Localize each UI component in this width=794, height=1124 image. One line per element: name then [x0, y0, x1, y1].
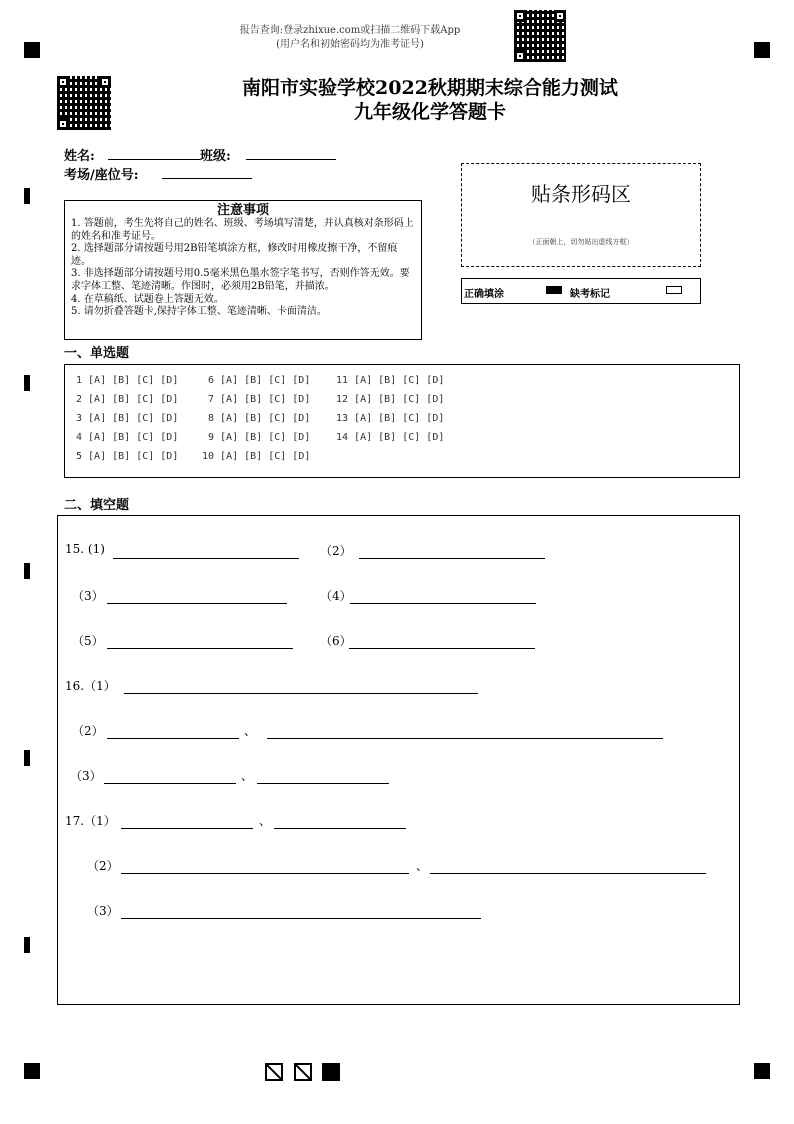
mcq-row[interactable]: 5 [A] [B] [C] [D]	[76, 451, 179, 462]
notice-item: 4. 在草稿纸、试题卷上答题无效。	[71, 293, 224, 305]
correct-fill-sample	[546, 286, 562, 294]
answer-blank[interactable]	[257, 783, 389, 784]
answer-blank[interactable]	[107, 648, 293, 649]
answer-blank[interactable]	[121, 918, 481, 919]
mcq-row[interactable]: 4 [A] [B] [C] [D]	[76, 432, 179, 443]
sheet-qr-code	[57, 76, 111, 130]
separator: 、	[259, 814, 272, 828]
class-label: 班级:	[200, 149, 231, 164]
notice-item: 5. 请勿折叠答题卡,保持字体工整、笔迹清晰、卡面清洁。	[71, 306, 327, 318]
page-id-mark-hatched	[294, 1063, 312, 1081]
exam-title: 南阳市实验学校2022秋期期末综合能力测试	[242, 77, 618, 99]
mcq-row[interactable]: 3 [A] [B] [C] [D]	[76, 413, 179, 424]
answer-sheet-title: 九年级化学答题卡	[353, 101, 506, 123]
fill-blank-area	[57, 515, 740, 1005]
q15-part4-label: （4）	[320, 589, 352, 603]
q16-part1-label: 16.（1）	[65, 679, 116, 693]
mcq-row[interactable]: 1 [A] [B] [C] [D]	[76, 375, 179, 386]
section-title-fill-blank: 二、填空题	[64, 498, 130, 513]
mcq-row[interactable]: 2 [A] [B] [C] [D]	[76, 394, 179, 405]
timing-mark	[24, 563, 30, 579]
answer-blank[interactable]	[113, 558, 299, 559]
single-choice-area	[64, 364, 740, 478]
answer-blank[interactable]	[104, 783, 236, 784]
separator: 、	[244, 724, 257, 738]
barcode-area-title: 贴条形码区	[531, 182, 631, 206]
notice-title: 注意事项	[216, 203, 269, 218]
correct-fill-label: 正确填涂	[464, 289, 504, 300]
q15-part2-label: （2）	[320, 544, 352, 558]
separator: 、	[241, 769, 254, 783]
timing-mark	[24, 937, 30, 953]
notice-item: 2. 选择题部分请按题号用2B铅笔填涂方框，修改时用橡皮擦干净，不留痕迹。	[71, 243, 398, 267]
name-label: 姓名:	[64, 149, 95, 164]
absent-mark-box[interactable]	[666, 286, 682, 294]
room-seat-label: 考场/座位号:	[64, 168, 139, 183]
answer-blank[interactable]	[274, 828, 406, 829]
alignment-mark-bottom-left	[24, 1063, 40, 1079]
alignment-mark-bottom-right	[754, 1063, 770, 1079]
q15-part6-label: （6）	[320, 634, 352, 648]
q16-part2-label: （2）	[72, 724, 104, 738]
timing-mark	[24, 375, 30, 391]
answer-blank[interactable]	[267, 738, 663, 739]
app-qr-code	[514, 10, 566, 62]
credential-hint-line: (用户名和初始密码均为准考证号)	[276, 39, 424, 50]
mcq-row[interactable]: 7 [A] [B] [C] [D]	[208, 394, 311, 405]
answer-blank[interactable]	[359, 558, 545, 559]
answer-blank[interactable]	[349, 648, 535, 649]
answer-blank[interactable]	[350, 603, 536, 604]
alignment-mark-top-right	[754, 42, 770, 58]
page-id-mark-hatched	[265, 1063, 283, 1081]
mcq-row[interactable]: 11 [A] [B] [C] [D]	[336, 375, 445, 386]
room-seat-field[interactable]	[162, 178, 252, 179]
barcode-area	[461, 163, 701, 267]
mcq-row[interactable]: 10 [A] [B] [C] [D]	[202, 451, 311, 462]
q17-part2-label: （2）	[87, 859, 119, 873]
answer-blank[interactable]	[107, 738, 239, 739]
notice-item: 3. 非选择题部分请按题号用0.5毫米黑色墨水签字笔书写，否则作答无效。要求字体工整、笔迹清晰。作图时，必须用2B铅笔，并描浓。	[71, 268, 410, 292]
notice-box	[64, 200, 422, 340]
mcq-row[interactable]: 9 [A] [B] [C] [D]	[208, 432, 311, 443]
q15-part3-label: （3）	[72, 589, 104, 603]
section-title-single-choice: 一、单选题	[64, 346, 130, 361]
sheet-title	[160, 76, 700, 124]
q17-part3-label: （3）	[87, 904, 119, 918]
page-id-mark-filled	[322, 1063, 340, 1081]
q17-part1-label: 17.（1）	[65, 814, 116, 828]
q15-part5-label: （5）	[72, 634, 104, 648]
separator: 、	[416, 859, 429, 873]
timing-mark	[24, 750, 30, 766]
timing-mark	[24, 188, 30, 204]
mcq-row[interactable]: 13 [A] [B] [C] [D]	[336, 413, 445, 424]
report-query-notice	[220, 24, 480, 52]
notice-item: 1. 答题前，考生先将自己的姓名、班级、考场填写清楚，并认真核对条形码上的姓名和准考证号。	[71, 218, 414, 242]
answer-blank[interactable]	[121, 828, 253, 829]
mcq-row[interactable]: 6 [A] [B] [C] [D]	[208, 375, 311, 386]
q16-part3-label: （3）	[70, 769, 102, 783]
mcq-row[interactable]: 12 [A] [B] [C] [D]	[336, 394, 445, 405]
mcq-row[interactable]: 14 [A] [B] [C] [D]	[336, 432, 445, 443]
class-field[interactable]	[246, 159, 336, 160]
absent-mark-label: 缺考标记	[570, 289, 610, 300]
name-field[interactable]	[108, 159, 200, 160]
answer-blank[interactable]	[430, 873, 706, 874]
answer-blank[interactable]	[121, 873, 409, 874]
answer-blank[interactable]	[124, 693, 478, 694]
report-query-line: 报告查询:登录zhixue.com或扫描二维码下载App	[239, 25, 461, 36]
barcode-area-hint: （正面朝上，切勿贴出虚线方框）	[528, 238, 634, 246]
mcq-row[interactable]: 8 [A] [B] [C] [D]	[208, 413, 311, 424]
alignment-mark-top-left	[24, 42, 40, 58]
q15-part1-label: 15. (1)	[65, 542, 105, 556]
answer-blank[interactable]	[107, 603, 287, 604]
fill-legend	[461, 278, 701, 304]
